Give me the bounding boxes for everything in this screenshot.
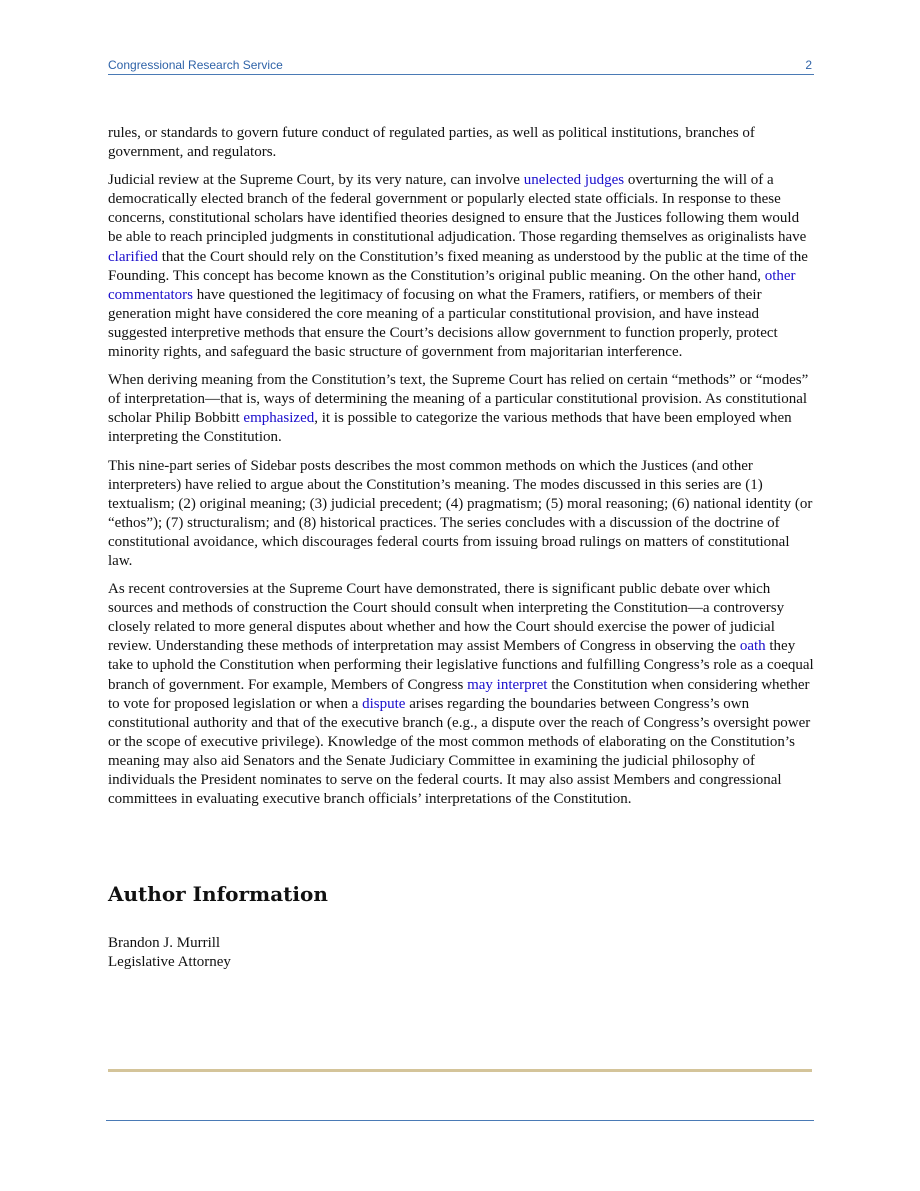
footer-gold-rule (108, 1069, 812, 1072)
page-header (108, 58, 814, 75)
author-name: Brandon J. Murrill (108, 935, 221, 951)
link-may-interpret[interactable]: may interpret (467, 676, 548, 693)
link-clarified[interactable]: clarified (108, 248, 158, 265)
paragraph-text: arises regarding the boundaries between Congress’s own constitutional authority and that of the executive branch (e.g., a dispute over the reach of Congress’s oversight power or the scope of executive privilege). Knowledge of the most common methods of elaborating on the Constitution’s meaning may also aid Senators and the Senate Judiciary Committee in examining the judicial philosophy of individuals the President nominates to serve on the federal courts. It may also assist Members and congressional committees in evaluating executive branch officials’ interpretations of the Constitution. (108, 695, 811, 808)
paragraph-3 (108, 371, 814, 447)
link-dispute[interactable]: dispute (362, 695, 406, 712)
paragraph-5 (108, 580, 814, 809)
link-other-commentators[interactable]: other commentators (108, 267, 796, 303)
footer-blue-rule (106, 1120, 814, 1121)
link-oath[interactable]: oath (739, 638, 766, 655)
paragraph-text: overturning the will of a democratically elected branch of the federal government or popularly elected state officials. In response to these concerns, constitutional scholars have identified theories designed to ensure that the Justices following them would be able to reach principled judgments in constitutional adjudication. Those regarding themselves as originalists have (108, 172, 807, 246)
header-organization: Congressional Research Service (108, 58, 283, 72)
page-number: 2 (805, 58, 812, 72)
paragraph-text: This nine-part series of Sidebar posts describes the most common methods on which the Justices (and other interpreters) have relied to argue about the Constitution’s meaning. The modes discussed in this series are (1) textualism; (2) original meaning; (3) judicial precedent; (4) pragmatism; (5) moral reasoning; (6) national identity (or “ethos”); (7) structuralism; and (8) historical practices. The series concludes with a discussion of the doctrine of constitutional avoidance, which discourages federal courts from issuing broad rulings on matters of constitutional law. (108, 457, 813, 569)
paragraph-text: As recent controversies at the Supreme Court have demonstrated, there is significant public debate over which sources and methods of construction the Court should consult when interpreting the Constitution—a controversy closely related to more general disputes about whether and how the Court should exercise the power of judicial review. Understanding these methods of interpretation may assist Members of Congress in observing the (108, 581, 785, 655)
link-unelected-judges[interactable]: unelected judges (523, 172, 625, 189)
paragraph-text: have questioned the legitimacy of focusing on what the Framers, ratifiers, or members of their generation might have considered the core meaning of a particular constitutional provision, and have instead suggested interpretive methods that ensure the Court’s decisions allow government to function properly, protect minority rights, and safeguard the basic structure of government from majoritarian interference. (108, 286, 778, 361)
paragraph-2 (108, 171, 814, 362)
author-block (108, 934, 231, 972)
link-emphasized[interactable]: emphasized (243, 410, 315, 427)
author-information-heading: Author Information (108, 882, 328, 906)
paragraph-text: , it is possible to categorize the various methods that have been employed when interpreting the Constitution. (108, 410, 792, 446)
paragraph-text: rules, or standards to govern future conduct of regulated parties, as well as political institutions, branches of government, and regulators. (108, 125, 755, 161)
paragraph-4 (108, 457, 814, 572)
paragraph-text: the Constitution when considering whether to vote for proposed legislation or when a (108, 676, 810, 712)
author-title: Legislative Attorney (108, 954, 231, 970)
paragraph-1 (108, 124, 814, 162)
paragraph-text: they take to uphold the Constitution when performing their legislative functions and fulfilling Congress’s role as a coequal branch of government. For example, Members of Congress (108, 638, 814, 693)
body-text (108, 124, 814, 818)
paragraph-text: that the Court should rely on the Constitution’s fixed meaning as understood by the public at the time of the Founding. This concept has become known as the Constitution’s original public meaning. On the other hand, (108, 248, 808, 284)
paragraph-text: Judicial review at the Supreme Court, by its very nature, can involve (108, 172, 524, 189)
paragraph-text: When deriving meaning from the Constitution’s text, the Supreme Court has relied on certain “methods” or “modes” of interpretation—that is, ways of determining the meaning of a particular constitutional provision. As constitutional scholar Philip Bobbitt (108, 372, 809, 427)
